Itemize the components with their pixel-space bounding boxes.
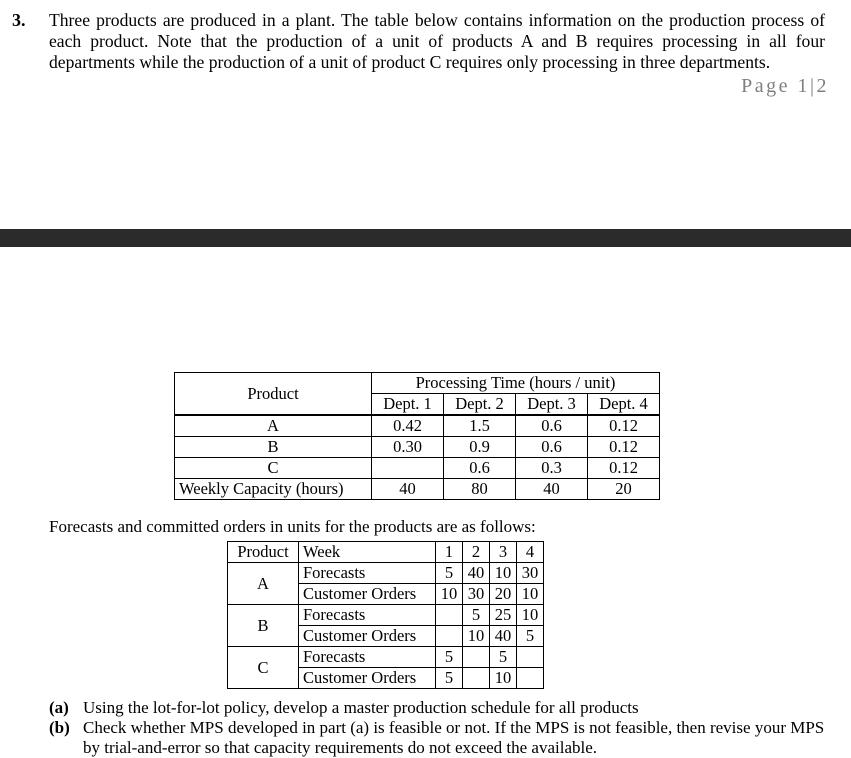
week-number: 4 — [517, 542, 544, 563]
product-label: B — [228, 605, 299, 647]
cell-value — [463, 668, 490, 689]
product-label: C — [228, 647, 299, 689]
table-row — [175, 458, 660, 479]
question-part — [49, 718, 829, 758]
dept-header: Dept. 3 — [516, 394, 588, 416]
forecast-table — [227, 541, 544, 689]
row-label: Forecasts — [299, 563, 436, 584]
cell-value: 25 — [490, 605, 517, 626]
cell-value: 5 — [463, 605, 490, 626]
processing-value: 1.5 — [444, 415, 516, 437]
dept-header: Dept. 1 — [372, 394, 444, 416]
product-label: A — [175, 415, 372, 437]
processing-value: 0.12 — [588, 437, 660, 458]
page-number: Page 1|2 — [741, 75, 829, 97]
processing-value: 0.12 — [588, 458, 660, 479]
capacity-label: Weekly Capacity (hours) — [175, 479, 372, 500]
processing-value: 0.12 — [588, 415, 660, 437]
cell-value: 5 — [517, 626, 544, 647]
capacity-value: 80 — [444, 479, 516, 500]
processing-value: 0.9 — [444, 437, 516, 458]
row-label: Customer Orders — [299, 668, 436, 689]
row-label: Customer Orders — [299, 626, 436, 647]
processing-value: 0.6 — [516, 437, 588, 458]
question-parts — [49, 698, 829, 758]
cell-value: 40 — [490, 626, 517, 647]
cell-value — [436, 626, 463, 647]
row-label: Forecasts — [299, 647, 436, 668]
processing-value — [372, 458, 444, 479]
table-row — [228, 647, 544, 668]
week-header: Week — [299, 542, 436, 563]
processing-value: 0.3 — [516, 458, 588, 479]
cell-value: 30 — [517, 563, 544, 584]
cell-value: 5 — [436, 647, 463, 668]
cell-value: 10 — [490, 668, 517, 689]
table-row — [175, 415, 660, 437]
product-header: Product — [228, 542, 299, 563]
cell-value — [517, 647, 544, 668]
processing-time-header: Processing Time (hours / unit) — [372, 373, 660, 394]
cell-value: 10 — [517, 584, 544, 605]
processing-value: 0.6 — [516, 415, 588, 437]
dept-header: Dept. 4 — [588, 394, 660, 416]
cell-value: 5 — [436, 668, 463, 689]
question-part — [49, 698, 829, 718]
capacity-value: 20 — [588, 479, 660, 500]
part-text: Check whether MPS developed in part (a) is feasible or not. If the MPS is not feasible, then revise your MPS by trial-and-error so that capacity requirements do not exceed the available. — [83, 718, 825, 757]
cell-value — [517, 668, 544, 689]
dept-header: Dept. 2 — [444, 394, 516, 416]
part-label: (b) — [49, 718, 70, 737]
cell-value: 5 — [436, 563, 463, 584]
table-row — [228, 563, 544, 584]
cell-value: 20 — [490, 584, 517, 605]
cell-value: 10 — [436, 584, 463, 605]
cell-value: 30 — [463, 584, 490, 605]
week-number: 3 — [490, 542, 517, 563]
table-row — [175, 437, 660, 458]
processing-value: 0.30 — [372, 437, 444, 458]
cell-value: 10 — [490, 563, 517, 584]
cell-value: 10 — [463, 626, 490, 647]
week-number: 1 — [436, 542, 463, 563]
cell-value — [463, 647, 490, 668]
page-break-bar — [0, 229, 851, 247]
processing-value: 0.42 — [372, 415, 444, 437]
capacity-value: 40 — [372, 479, 444, 500]
capacity-value: 40 — [516, 479, 588, 500]
cell-value: 40 — [463, 563, 490, 584]
cell-value: 10 — [517, 605, 544, 626]
cell-value: 5 — [490, 647, 517, 668]
product-header: Product — [175, 373, 372, 416]
processing-value: 0.6 — [444, 458, 516, 479]
forecast-intro: Forecasts and committed orders in units for the products are as follows: — [49, 517, 536, 536]
question-number: 3. — [12, 10, 26, 30]
question-text: Three products are produced in a plant. The table below contains information on the production process of each product. Note that the production of a unit of products A and B requires processing in all four departments while the production of a unit of product C requires only processing in three departments. — [49, 10, 825, 72]
row-label: Forecasts — [299, 605, 436, 626]
product-label: A — [228, 563, 299, 605]
week-number: 2 — [463, 542, 490, 563]
part-text: Using the lot-for-lot policy, develop a master production schedule for all products — [83, 698, 639, 717]
processing-time-table — [174, 372, 660, 500]
cell-value — [436, 605, 463, 626]
product-label: C — [175, 458, 372, 479]
part-label: (a) — [49, 698, 69, 717]
row-label: Customer Orders — [299, 584, 436, 605]
table-row — [228, 605, 544, 626]
capacity-row — [175, 479, 660, 500]
product-label: B — [175, 437, 372, 458]
